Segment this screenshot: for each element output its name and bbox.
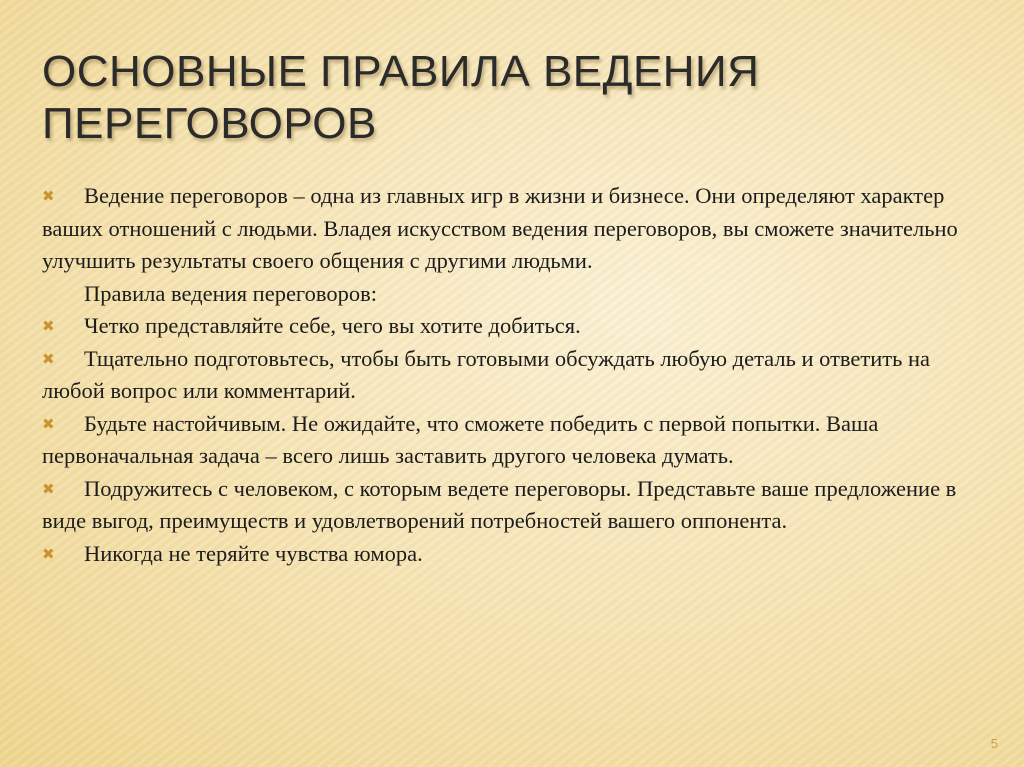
slide-title-line-1: ОСНОВНЫЕ ПРАВИЛА ВЕДЕНИЯ: [42, 47, 760, 96]
bullet-text: Никогда не теряйте чувства юмора.: [84, 540, 423, 566]
bullet-item-persist: [42, 408, 992, 473]
bullet-item-humor: [42, 538, 992, 571]
slide-title-line-2: ПЕРЕГОВОРОВ: [42, 99, 377, 148]
bullet-text: Четко представляйте себе, чего вы хотите добиться.: [84, 313, 581, 338]
slide-body: [42, 180, 992, 570]
bullet-item-intro: [42, 180, 992, 278]
page-number: 5: [990, 736, 998, 751]
rules-heading: [42, 278, 992, 311]
x-mark-icon: ✖: [42, 317, 55, 335]
bullet-item-befriend: [42, 473, 992, 538]
bullet-text: Подружитесь с человеком, с которым ведете переговоры. Представьте ваше предложение в виде выгод, преимуществ и удовлетворений потребностей вашего оппонента.: [42, 475, 957, 533]
x-mark-icon: ✖: [42, 544, 55, 563]
bullet-text: Тщательно подготовьтесь, чтобы быть готовыми обсуждать любую деталь и ответить на любой вопрос или комментарий.: [42, 345, 931, 403]
bullet-text: Ведение переговоров – одна из главных игр в жизни и бизнесе. Они определяют характер ваших отношений с людьми. Владея искусством ведения переговоров, вы сможете значительно улучшить результаты своего общения с другими людьми.: [42, 183, 958, 273]
x-mark-icon: ✖: [42, 414, 55, 433]
x-mark-icon: ✖: [42, 479, 55, 498]
bullet-item-prepare: [42, 343, 992, 408]
rules-heading-text: Правила ведения переговоров:: [84, 280, 377, 306]
x-mark-icon: ✖: [42, 187, 55, 205]
slide-title: [42, 46, 942, 150]
bullet-text: Будьте настойчивым. Не ожидайте, что сможете победить с первой попытки. Ваша первоначальная задача – всего лишь заставить другого человека думать.: [42, 410, 879, 468]
bullet-item-goal: [42, 310, 992, 343]
x-mark-icon: ✖: [42, 349, 55, 368]
